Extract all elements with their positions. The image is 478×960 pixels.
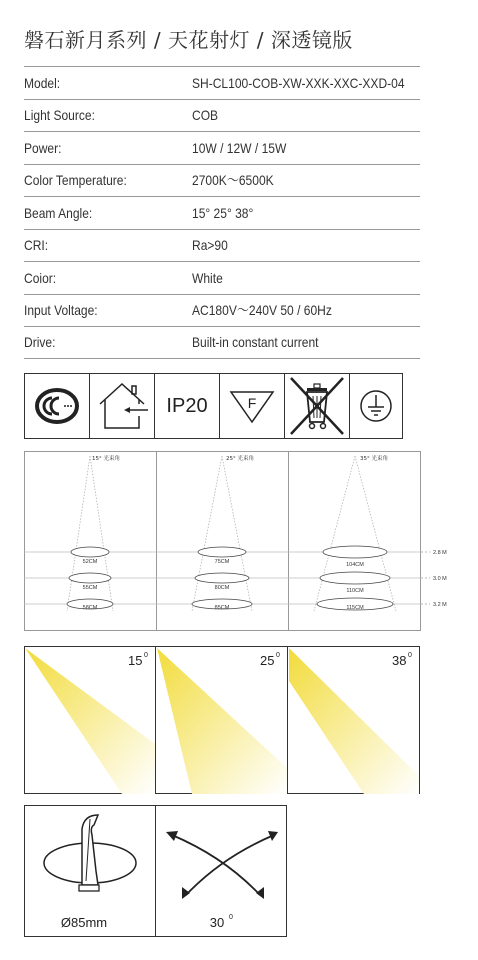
distance-label: 3.2 M bbox=[433, 602, 447, 608]
no-trash-bin-icon bbox=[284, 373, 350, 439]
spec-row-color bbox=[24, 261, 420, 294]
spec-value: 15° 25° 38° bbox=[192, 204, 254, 221]
beam-spread-diagram bbox=[24, 451, 452, 631]
spec-row-model bbox=[24, 66, 420, 99]
ring-label: 85CM bbox=[214, 605, 230, 611]
spec-value: COB bbox=[192, 107, 219, 124]
spec-value: Ra>90 bbox=[192, 237, 228, 254]
ccc-certification-icon bbox=[24, 373, 90, 439]
spec-row-light-source bbox=[24, 99, 420, 132]
beam-panel-35 bbox=[314, 454, 396, 611]
ring-label: 75CM bbox=[214, 559, 230, 565]
ip-rating-icon bbox=[154, 373, 220, 439]
certification-icons bbox=[24, 373, 403, 439]
spec-value: Built-in constant current bbox=[192, 334, 319, 351]
spec-label: CRI: bbox=[24, 237, 49, 254]
ring-label: 52CM bbox=[82, 559, 98, 565]
installation-panels bbox=[24, 805, 288, 937]
degree-sup: 0 bbox=[408, 652, 412, 659]
spec-row-beam-angle bbox=[24, 196, 420, 229]
spec-label: Input Voltage: bbox=[24, 302, 98, 319]
spec-row-drive bbox=[24, 326, 420, 359]
degree-sup: 0 bbox=[276, 652, 280, 659]
f-mark-icon bbox=[219, 373, 285, 439]
beam-panel-25 bbox=[192, 454, 254, 611]
spec-value: SH-CL100-COB-XW-XXK-XXC-XXD-04 bbox=[192, 74, 405, 91]
spec-label: Color Temperature: bbox=[24, 172, 127, 189]
tilt-label: 30 bbox=[209, 915, 225, 930]
beam-panel-15 bbox=[67, 454, 120, 611]
ring-label: 58CM bbox=[82, 605, 98, 611]
cutout-label: Ø85mm bbox=[60, 915, 108, 930]
indoor-use-icon bbox=[89, 373, 155, 439]
page-title: 磐石新月系列 / 天花射灯 / 深透镜版 bbox=[24, 28, 353, 52]
spec-label: Model: bbox=[24, 74, 61, 91]
f-mark-label: F bbox=[247, 395, 257, 411]
ring-label: 110CM bbox=[346, 588, 364, 594]
beam-angle-label: 25° 光束角 bbox=[226, 456, 254, 462]
ring-label: 80CM bbox=[214, 585, 230, 591]
spec-row-color-temperature bbox=[24, 164, 420, 197]
tilt-degree-sup: 0 bbox=[229, 914, 233, 921]
ring-label: 104CM bbox=[346, 562, 364, 568]
spec-value: 2700K～6500K bbox=[192, 172, 274, 189]
ring-label: 55CM bbox=[82, 585, 98, 591]
ip-rating-label: IP20 bbox=[166, 394, 208, 417]
beam-angle-label: 35° 光束角 bbox=[360, 456, 388, 462]
spec-row-input-voltage bbox=[24, 294, 420, 327]
spec-label: Light Source: bbox=[24, 107, 95, 124]
angle-label: 25 bbox=[260, 653, 275, 668]
ring-label: 115CM bbox=[346, 605, 364, 611]
beam-angle-panels bbox=[24, 646, 420, 794]
spec-value: White bbox=[192, 269, 223, 286]
spec-label: Beam Angle: bbox=[24, 204, 93, 221]
spec-row-power bbox=[24, 131, 420, 164]
spec-label: Power: bbox=[24, 139, 62, 156]
spec-value: AC180V～240V 50 / 60Hz bbox=[192, 302, 332, 319]
ground-icon bbox=[349, 373, 403, 439]
angle-label: 38 bbox=[392, 653, 407, 668]
distance-label: 2.8 M bbox=[433, 550, 447, 556]
beam-angle-label: 15° 光束角 bbox=[92, 456, 120, 462]
spec-label: Coior: bbox=[24, 269, 57, 286]
spec-table bbox=[24, 66, 420, 359]
distance-label: 3.0 M bbox=[433, 576, 447, 582]
spec-value: 10W / 12W / 15W bbox=[192, 139, 287, 156]
spec-label: Drive: bbox=[24, 334, 56, 351]
spec-row-cri bbox=[24, 229, 420, 262]
degree-sup: 0 bbox=[144, 652, 148, 659]
angle-label: 15 bbox=[128, 653, 143, 668]
